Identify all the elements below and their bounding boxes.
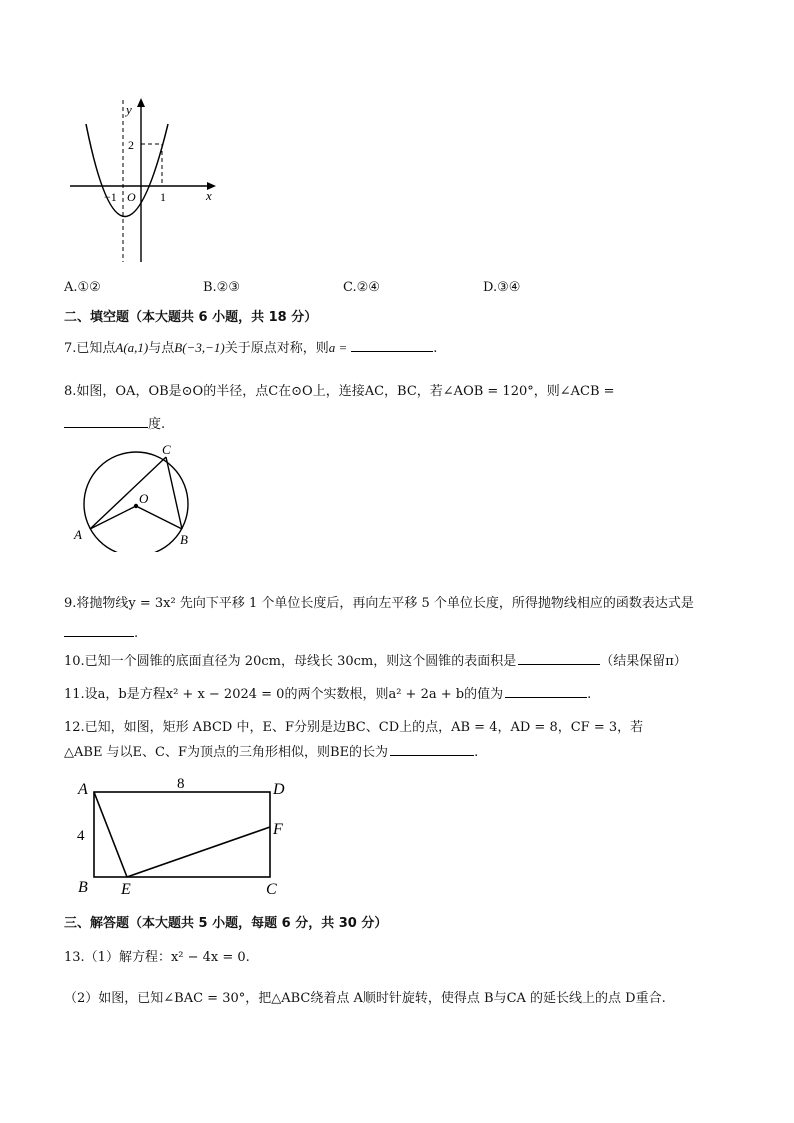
point-a-label: A [74,527,82,542]
q11-text: 11.设a，b是方程x² + x − 2024 = 0的两个实数根，则a² + 2a + b的值为 [64,687,504,702]
option-b: B.②③ [203,280,240,295]
question-8: 8.如图，OA，OB是⊙O的半径，点C在⊙O上，连接AC，BC，若∠AOB = 120°，则∠ACB = [64,384,615,399]
q7-mid: 与点 [148,341,175,356]
rect-point-e: E [121,881,131,898]
section3-title: 三、解答题（本大题共 5 小题，每题 6 分，共 30 分） [64,916,388,931]
option-a: A.①② [64,280,101,295]
question-9: 9.将抛物线y = 3x² 先向下平移 1 个单位长度后，再向左平移 5 个单位长度，所得抛物线相应的函数表达式是 [64,596,694,611]
option-d: D.③④ [483,280,521,295]
rectangle-figure [74,772,296,898]
q10-suffix: （结果保留π） [600,654,687,669]
q12-text: △ABE 与以E、C、F为顶点的三角形相似，则BE的长为 [64,745,389,760]
q8-answer-blank[interactable] [64,415,148,428]
q7-var: a = [328,340,348,355]
section2-title: 二、填空题（本大题共 6 小题，共 18 分） [64,310,318,325]
question-9-line2 [64,624,138,641]
q7-point-a: A(a,1) [115,340,149,355]
parabola-graph [64,94,224,266]
q7-answer-blank[interactable] [351,339,433,352]
question-13-part2: （2）如图，已知∠BAC = 30°，把△ABC绕着点 A顺时针旋转，使得点 B与CA 的延长线上的点 D重合. [64,991,666,1006]
q7-end: . [433,341,438,356]
circle-figure [70,440,205,552]
q12-answer-blank[interactable] [390,743,474,756]
point-b-label: B [180,532,188,547]
q7-mid2: 关于原点对称，则 [224,341,329,356]
tick-1-label: 1 [160,190,166,204]
q10-answer-blank[interactable] [518,652,600,665]
rect-point-c: C [266,881,277,898]
q11-answer-blank[interactable] [505,685,587,698]
question-11 [64,683,591,702]
question-10 [64,650,687,669]
q9-end: . [134,626,139,641]
rect-point-b: B [78,879,88,896]
question-12-line1: 12.已知，如图，矩形 ABCD 中，E、F分别是边BC、CD上的点，AB = 4，AD = 8，CF = 3，若 [64,720,644,735]
axis-x-label: x [206,188,212,203]
question-13-part1: 13.（1）解方程：x² − 4x = 0. [64,950,250,965]
q7-point-b: B(−3,−1) [174,340,225,355]
tick-neg1-label: −1 [104,190,117,204]
question-7 [64,337,437,356]
point-c-label: C [162,442,171,457]
origin-label: O [127,190,136,204]
axis-y-label: y [126,102,132,117]
q9-answer-blank[interactable] [64,624,134,637]
rect-point-d: D [273,781,285,798]
question-12-line2 [64,741,478,760]
tick-2-label: 2 [128,138,134,152]
q11-end: . [587,687,592,702]
question-8-line2 [64,413,165,432]
q10-text: 10.已知一个圆锥的底面直径为 20cm，母线长 30cm，则这个圆锥的表面积是 [64,654,517,669]
option-c: C.②④ [343,280,380,295]
point-o-label: O [139,491,149,506]
q8-suffix: 度. [148,417,166,432]
rect-label-left: 4 [77,828,85,844]
rect-point-a: A [78,781,88,798]
rect-point-f: F [273,821,283,838]
q12-end: . [474,745,479,760]
q7-prefix: 7.已知点 [64,341,116,356]
rect-label-top: 8 [177,776,185,792]
